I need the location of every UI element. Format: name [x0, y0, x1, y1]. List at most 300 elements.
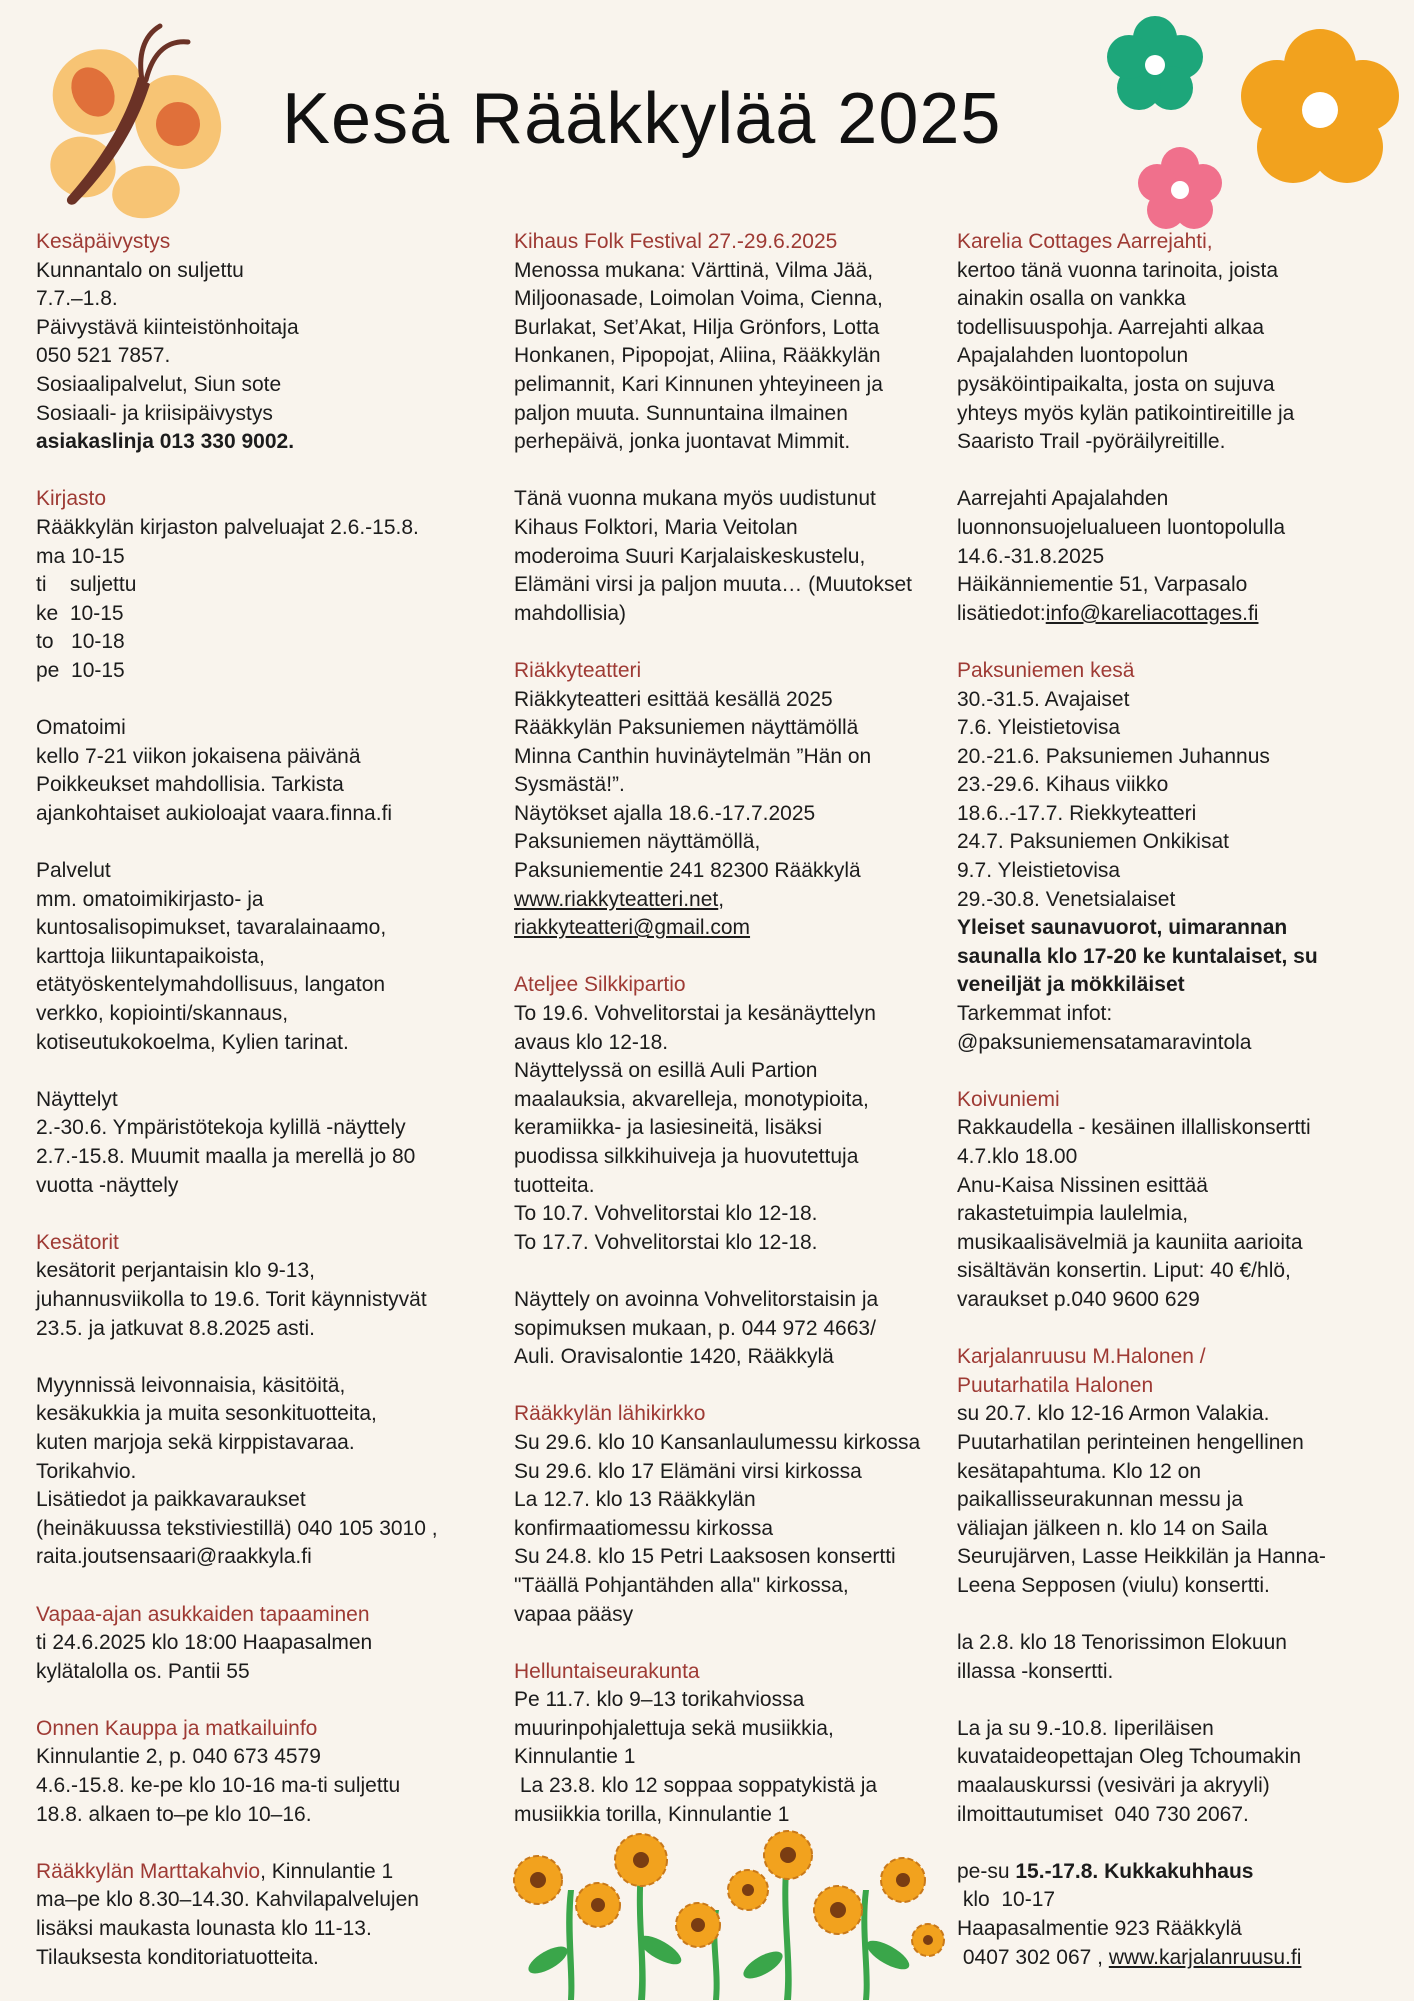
line-text: Riäkkyteatteri esittää kesällä 2025 [514, 687, 833, 711]
text-line [514, 285, 964, 314]
text-line [957, 857, 1367, 886]
text-line [957, 1515, 1367, 1544]
info-section [957, 228, 1367, 457]
section-heading: Karjalanruusu M.Halonen / Puutarhatila Halonen [957, 1345, 1206, 1397]
text-line [957, 943, 1367, 972]
info-section [514, 228, 964, 457]
text-line [957, 828, 1367, 857]
line-text: La ja su 9.-10.8. Iiperiläisen [957, 1716, 1214, 1740]
line-text: ilmoittautumiset 040 730 2067. [957, 1802, 1249, 1826]
line-text: Rääkkylän Paksuniemen näyttämöllä [514, 716, 859, 740]
line-text: kuntosalisopimukset, tavaralainaamo, [36, 916, 387, 940]
line-text: Su 29.6. klo 10 Kansanlaulumessu kirkossa [514, 1430, 921, 1454]
line-text: 20.-21.6. Paksuniemen Juhannus [957, 744, 1270, 768]
line-text: veneiljät ja mökkiläiset [957, 973, 1185, 997]
text-line [957, 1944, 1367, 1973]
line-text: @paksuniemensatamaravintola [957, 1030, 1252, 1054]
text-line [957, 571, 1367, 600]
text-line [36, 371, 491, 400]
line-text: 4.7.klo 18.00 [957, 1145, 1078, 1168]
text-line [957, 1486, 1367, 1515]
line-text: Miljoonasade, Loimolan Voima, Cienna, [514, 287, 883, 311]
line-text: To 10.7. Vohvelitorstai klo 12-18. [514, 1202, 818, 1226]
line-text: 050 521 7857. [36, 344, 171, 368]
text-line [514, 1057, 964, 1086]
line-text: 7.6. Yleistietovisa [957, 716, 1121, 740]
section-heading: Vapaa-ajan asukkaiden tapaaminen [36, 1602, 370, 1626]
text-line [514, 1486, 964, 1515]
line-text: ti 24.6.2025 klo 18:00 Haapasalmen [36, 1631, 373, 1655]
text-line [957, 371, 1367, 400]
text-line [36, 1886, 491, 1915]
text-line [514, 1715, 964, 1744]
text-line [514, 600, 964, 629]
line-text: Näyttelyssä on esillä Auli Partion [514, 1059, 818, 1083]
line-text: pe 10-15 [36, 658, 125, 682]
line-text: illassa -konsertti. [957, 1659, 1114, 1683]
text-line [514, 1743, 964, 1772]
line-text: Tarkemmat infot: [957, 1002, 1113, 1026]
text-line [36, 600, 491, 629]
text-line [514, 1086, 964, 1115]
text-line [36, 1658, 491, 1687]
text-line [514, 914, 964, 943]
line-text: Saaristo Trail -pyöräilyreitille. [957, 430, 1226, 454]
line-text: 14.6.-31.8.2025 [957, 544, 1105, 568]
text-line [957, 914, 1367, 943]
text-line [957, 1858, 1367, 1887]
text-line [36, 1257, 491, 1286]
line-text: , Kinnulantie 1 [260, 1859, 394, 1883]
line-text: väliajan jälkeen n. klo 14 on Saila [957, 1516, 1268, 1540]
text-line [957, 1029, 1367, 1058]
text-line [36, 1743, 491, 1772]
line-text: kesätapahtuma. Klo 12 on [957, 1459, 1202, 1483]
line-text: Torikahvio. [36, 1459, 137, 1483]
line-text: lisäksi maukasta lounasta klo 11-13. [36, 1917, 372, 1941]
text-line [514, 1801, 964, 1830]
green-flower-icon [1107, 16, 1203, 110]
text-line [36, 914, 491, 943]
text-line [957, 1658, 1367, 1687]
line-text: Myynnissä leivonnaisia, käsitöitä, [36, 1373, 346, 1397]
section-heading: Kirjasto [36, 487, 107, 511]
text-line [36, 1400, 491, 1429]
text-line [957, 314, 1367, 343]
text-line [514, 1143, 964, 1172]
page-title: Kesä Rääkkylää 2025 [282, 79, 1002, 159]
section-heading: Kihaus Folk Festival 27.-29.6.2025 [514, 230, 838, 253]
text-line [957, 1200, 1367, 1229]
line-text: avaus klo 12-18. [514, 1030, 669, 1054]
text-line [514, 485, 964, 514]
text-line [957, 1000, 1367, 1029]
line-text: verkko, kopiointi/skannaus, [36, 1002, 289, 1026]
line-text: 7.7.–1.8. [36, 287, 118, 311]
text-line [957, 400, 1367, 429]
info-section [514, 1286, 964, 1372]
text-line [514, 1172, 964, 1201]
text-line [36, 400, 491, 429]
line-text: 29.-30.8. Venetsialaiset [957, 887, 1176, 911]
text-line [514, 1601, 964, 1630]
line-text: muurinpohjalettuja sekä musiikkia, [514, 1716, 834, 1740]
text-line [514, 1114, 964, 1143]
text-line [514, 1200, 964, 1229]
text-line [36, 857, 491, 886]
line-text: Tilauksesta konditoriatuotteita. [36, 1945, 319, 1969]
section-heading: Ateljee Silkkipartio [514, 973, 686, 997]
line-text: Tänä vuonna mukana myös uudistunut [514, 487, 876, 511]
text-line [957, 1772, 1367, 1801]
line-text: Elämäni virsi ja paljon muuta… (Muutokset [514, 573, 912, 597]
text-line [957, 1429, 1367, 1458]
line-text: kesätorit perjantaisin klo 9-13, [36, 1259, 315, 1283]
link[interactable]: info@kareliacottages.fi [1045, 601, 1259, 625]
orange-flower-icon [1241, 29, 1399, 183]
text-line [957, 743, 1367, 772]
text-line [36, 1801, 491, 1830]
text-line [514, 1515, 964, 1544]
line-text: Sosiaali- ja kriisipäivystys [36, 401, 273, 425]
section-heading: Kesäpäivystys [36, 230, 171, 253]
line-text: Yleiset saunavuorot, uimarannan [957, 916, 1288, 940]
info-section [514, 1400, 964, 1629]
line-text: Sysmästä!”. [514, 773, 625, 797]
line-text: yhteys myös kylän patikointireitille ja [957, 401, 1295, 425]
line-text: la 2.8. klo 18 Tenorissimon Elokuun [957, 1631, 1287, 1655]
text-line [957, 1114, 1367, 1143]
text-line [36, 1372, 491, 1401]
pink-flower-icon [1138, 147, 1222, 229]
text-line [514, 371, 964, 400]
info-section [514, 657, 964, 943]
line-text: konfirmaatiomessu kirkossa [514, 1516, 774, 1540]
line-text: sisältävän konsertin. Liput: 40 €/hlö, [957, 1259, 1291, 1283]
line-text: Menossa mukana: Värttinä, Vilma Jää, [514, 258, 874, 282]
text-line [514, 1686, 964, 1715]
line-text: kylätalolla os. Pantii 55 [36, 1659, 250, 1683]
text-line [36, 1114, 491, 1143]
text-line [514, 400, 964, 429]
section-heading: Onnen Kauppa ja matkailuinfo [36, 1716, 318, 1740]
line-text: klo 10-17 [957, 1888, 1056, 1912]
text-line [957, 1715, 1367, 1744]
line-text: Su 29.6. klo 17 Elämäni virsi kirkossa [514, 1459, 862, 1483]
section-heading: Koivuniemi [957, 1087, 1060, 1111]
text-line [514, 743, 964, 772]
line-text: To 19.6. Vohvelitorstai ja kesänäyttelyn [514, 1002, 876, 1026]
line-text: Kinnulantie 1 [514, 1745, 636, 1769]
text-line [957, 342, 1367, 371]
section-heading: Rääkkylän lähikirkko [514, 1402, 706, 1426]
text-line [36, 1944, 491, 1973]
info-section [957, 485, 1367, 628]
line-text: Omatoimi [36, 716, 126, 740]
line-text: sopimuksen mukaan, p. 044 972 4663/ [514, 1316, 876, 1340]
line-text: Puutarhatilan perinteinen hengellinen [957, 1430, 1304, 1454]
text-line [36, 1086, 491, 1115]
line-text: varaukset p.040 9600 629 [957, 1287, 1200, 1311]
section-heading: Paksuniemen kesä [957, 658, 1135, 682]
text-line [514, 571, 964, 600]
line-text: Poikkeukset mahdollisia. Tarkista [36, 773, 344, 797]
line-text: etätyöskentelymahdollisuus, langaton [36, 973, 386, 997]
line-text: kuvataideopettajan Oleg Tchoumakin [957, 1745, 1302, 1769]
text-line [36, 886, 491, 915]
info-section [957, 657, 1367, 1057]
line-text: Rakkaudella - kesäinen illalliskonsertti [957, 1116, 1311, 1140]
line-text: La 23.8. klo 12 soppaa soppatykistä ja [514, 1774, 878, 1798]
line-text: 2.-30.6. Ympäristötekoja kylillä -näyttely [36, 1116, 406, 1140]
line-text: ajankohtaiset aukioloajat vaara.finna.fi [36, 801, 393, 825]
line-text: karttoja liikuntapaikoista, [36, 944, 265, 968]
line-text: 4.6.-15.8. ke-pe klo 10-16 ma-ti suljettu [36, 1774, 401, 1798]
text-line [514, 1343, 964, 1372]
text-line [36, 1315, 491, 1344]
text-line [514, 1458, 964, 1487]
info-section [36, 714, 491, 828]
info-section [36, 1086, 491, 1200]
line-text: ainakin osalla on vankka [957, 287, 1186, 311]
text-line [514, 342, 964, 371]
line-text: Paksuniemen näyttämöllä, [514, 830, 761, 854]
column-middle [514, 228, 964, 1858]
inline-heading: Rääkkylän Marttakahvio [36, 1859, 261, 1883]
line-text: ti suljettu [36, 573, 137, 597]
line-text: Palvelut [36, 859, 111, 883]
text-line [957, 686, 1367, 715]
line-text: Lisätiedot ja paikkavaraukset [36, 1488, 306, 1512]
text-line [957, 1915, 1367, 1944]
text-line [36, 800, 491, 829]
text-line [36, 571, 491, 600]
line-text: mahdollisia) [514, 601, 627, 625]
line-text: Aarrejahti Apajalahden [957, 487, 1169, 511]
section-heading: Riäkkyteatteri [514, 658, 642, 682]
line-text: raita.joutsensaari@raakkyla.fi [36, 1545, 312, 1569]
butterfly-antenna [146, 42, 188, 80]
text-line [957, 543, 1367, 572]
text-line [36, 1286, 491, 1315]
line-text: Näyttelyt [36, 1087, 118, 1111]
link[interactable]: www.riakkyteatteri.net [514, 887, 719, 911]
line-text: Kunnantalo on suljettu [36, 258, 244, 282]
line-text: 24.7. Paksuniemen Onkikisat [957, 830, 1229, 854]
line-text: vapaa pääsy [514, 1602, 634, 1626]
line-text: "Täällä Pohjantähden alla" kirkossa, [514, 1573, 849, 1597]
text-line [957, 1172, 1367, 1201]
line-text: 2.7.-15.8. Muumit maalla ja merellä jo 80 [36, 1145, 416, 1168]
text-line [957, 1400, 1367, 1429]
text-line [36, 314, 491, 343]
line-text: Su 24.8. klo 15 Petri Laaksosen konsertti [514, 1545, 896, 1569]
text-line [36, 714, 491, 743]
text-line [514, 1315, 964, 1344]
text-line [957, 600, 1367, 629]
info-section [514, 1658, 964, 1830]
text-line [36, 943, 491, 972]
text-line [514, 1772, 964, 1801]
text-line [36, 1858, 491, 1887]
section-heading: Helluntaiseurakunta [514, 1659, 700, 1683]
line-text: Häikänniementie 51, Varpasalo [957, 573, 1248, 597]
line-text: kuten marjoja sekä kirppistavaraa. [36, 1430, 355, 1454]
line-text: Kihaus Folktori, Maria Veitolan [514, 515, 798, 539]
text-line [514, 428, 964, 457]
text-line [36, 1543, 491, 1572]
text-line [514, 1000, 964, 1029]
line-text: asiakaslinja 013 330 9002. [36, 430, 295, 454]
info-section [36, 1715, 491, 1829]
info-section [36, 1858, 491, 1972]
text-line [514, 257, 964, 286]
line-text: ma–pe klo 8.30–14.30. Kahvilapalvelujen [36, 1888, 419, 1912]
line-text: (heinäkuussa tekstiviestillä) 040 105 3010 , [36, 1516, 438, 1540]
line-text: Anu-Kaisa Nissinen esittää [957, 1173, 1208, 1197]
text-line [957, 257, 1367, 286]
line-text: ma 10-15 [36, 544, 125, 568]
line-text: keramiikka- ja lasiesineitä, lisäksi [514, 1116, 823, 1140]
line-text: lisätiedot: [957, 601, 1046, 625]
text-line [957, 1572, 1367, 1601]
text-line [957, 1629, 1367, 1658]
text-line [36, 1915, 491, 1944]
line-text: mm. omatoimikirjasto- ja [36, 887, 264, 911]
text-line [957, 428, 1367, 457]
text-line [514, 1029, 964, 1058]
text-line [36, 1629, 491, 1658]
text-line [957, 771, 1367, 800]
text-line [514, 1572, 964, 1601]
line-text: musiikkia torilla, Kinnulantie 1 [514, 1802, 790, 1826]
butterfly-illustration [28, 22, 238, 222]
line-text: Auli. Oravisalontie 1420, Rääkkylä [514, 1345, 834, 1369]
line-text: kello 7-21 viikon jokaisena päivänä [36, 744, 361, 768]
text-line [36, 771, 491, 800]
line-text: , [718, 887, 725, 911]
line-text: Minna Canthin huvinäytelmän ”Hän on [514, 744, 872, 768]
text-line [514, 800, 964, 829]
text-line [957, 514, 1367, 543]
text-line [36, 1143, 491, 1172]
text-line [514, 686, 964, 715]
line-text: La 12.7. klo 13 Rääkkylän [514, 1488, 756, 1512]
line-text: Leena Sepposen (viulu) konsertti. [957, 1573, 1270, 1597]
line-text: Paksuniementie 241 82300 Rääkkylä [514, 859, 861, 883]
line-text: pysäköintipaikalta, josta on sujuva [957, 372, 1275, 396]
bold-text: 15.-17.8. Kukkakuhhaus [1015, 1859, 1254, 1883]
line-text: Burlakat, Set’Akat, Hilja Grönfors, Lotta [514, 315, 880, 339]
text-line [957, 1801, 1367, 1830]
line-text: 9.7. Yleistietovisa [957, 859, 1121, 883]
line-text: perhepäivä, jonka juontavat Mimmit. [514, 430, 851, 454]
info-section [957, 1858, 1367, 1972]
info-section [36, 228, 491, 457]
link[interactable]: www.karjalanruusu.fi [1108, 1945, 1302, 1969]
text-line [36, 1515, 491, 1544]
text-line [36, 1429, 491, 1458]
text-line [36, 1458, 491, 1487]
line-text: vuotta -näyttely [36, 1173, 179, 1197]
text-line [957, 714, 1367, 743]
info-section [957, 1629, 1367, 1686]
line-text: paikallisseurakunnan messu ja [957, 1488, 1243, 1512]
line-text: kesäkukkia ja muita sesonkituotteita, [36, 1402, 377, 1426]
text-line [957, 1458, 1367, 1487]
text-line [957, 971, 1367, 1000]
text-line [514, 314, 964, 343]
info-section [36, 1372, 491, 1572]
line-text: 23.-29.6. Kihaus viikko [957, 773, 1169, 797]
line-text: 18.8. alkaen to–pe klo 10–16. [36, 1802, 312, 1826]
line-text: pelimannit, Kari Kinnunen yhteyineen ja [514, 372, 883, 396]
line-text: pe-su [957, 1859, 1016, 1883]
flowers-top-right-illustration [1095, 10, 1414, 240]
text-line [957, 1286, 1367, 1315]
line-text: Näyttely on avoinna Vohvelitorstaisin ja [514, 1287, 879, 1311]
line-text: Rääkkylän kirjaston palveluajat 2.6.-15.8. [36, 515, 419, 539]
line-text: 0407 302 067 , [957, 1945, 1109, 1969]
text-line [514, 828, 964, 857]
text-line [957, 1143, 1367, 1172]
butterfly-wings [39, 34, 237, 222]
line-text: saunalla klo 17-20 ke kuntalaiset, su [957, 944, 1318, 968]
text-line [514, 857, 964, 886]
text-line [957, 1743, 1367, 1772]
text-line [36, 1486, 491, 1515]
info-section [957, 1086, 1367, 1315]
line-text: 18.6..-17.7. Riekkyteatteri [957, 801, 1197, 825]
text-line [514, 771, 964, 800]
text-line [36, 657, 491, 686]
line-text: kotiseutukokoelma, Kylien tarinat. [36, 1030, 349, 1054]
text-line [36, 543, 491, 572]
line-text: moderoima Suuri Karjalaiskeskustelu, [514, 544, 866, 568]
line-text: Näytökset ajalla 18.6.-17.7.2025 [514, 801, 816, 825]
line-text: Seurujärven, Lasse Heikkilän ja Hanna- [957, 1545, 1326, 1569]
column-left [36, 228, 491, 2001]
section-heading: Kesätorit [36, 1230, 119, 1254]
text-line [957, 886, 1367, 915]
info-section [36, 1601, 491, 1687]
info-section [36, 1229, 491, 1343]
line-text: rakastetuimpia laulelmia, [957, 1202, 1189, 1226]
line-text: su 20.7. klo 12-16 Armon Valakia. [957, 1402, 1270, 1426]
link[interactable]: riakkyteatteri@gmail.com [514, 916, 751, 940]
info-section [957, 1343, 1367, 1600]
line-text: 30.-31.5. Avajaiset [957, 687, 1130, 711]
text-line [36, 1000, 491, 1029]
line-text: Päivystävä kiinteistönhoitaja [36, 315, 299, 339]
text-line [514, 1286, 964, 1315]
text-line [36, 342, 491, 371]
text-line [36, 285, 491, 314]
line-text: Kinnulantie 2, p. 040 673 4579 [36, 1745, 321, 1769]
text-line [36, 1172, 491, 1201]
line-text: juhannusviikolla to 19.6. Torit käynnistyvät [36, 1287, 427, 1311]
line-text: maalauskurssi (vesiväri ja akryyli) [957, 1774, 1270, 1798]
line-text: to 10-18 [36, 630, 125, 654]
section-heading: Karelia Cottages Aarrejahti, [957, 230, 1213, 253]
line-text: puodissa silkkihuiveja ja huovutettuja [514, 1145, 859, 1168]
text-line [514, 543, 964, 572]
text-line [957, 1886, 1367, 1915]
line-text: musikaalisävelmiä ja kauniita aarioita [957, 1230, 1303, 1254]
line-text: 23.5. ja jatkuvat 8.8.2025 asti. [36, 1316, 316, 1340]
text-line [36, 628, 491, 657]
line-text: todellisuuspohja. Aarrejahti alkaa [957, 315, 1265, 339]
